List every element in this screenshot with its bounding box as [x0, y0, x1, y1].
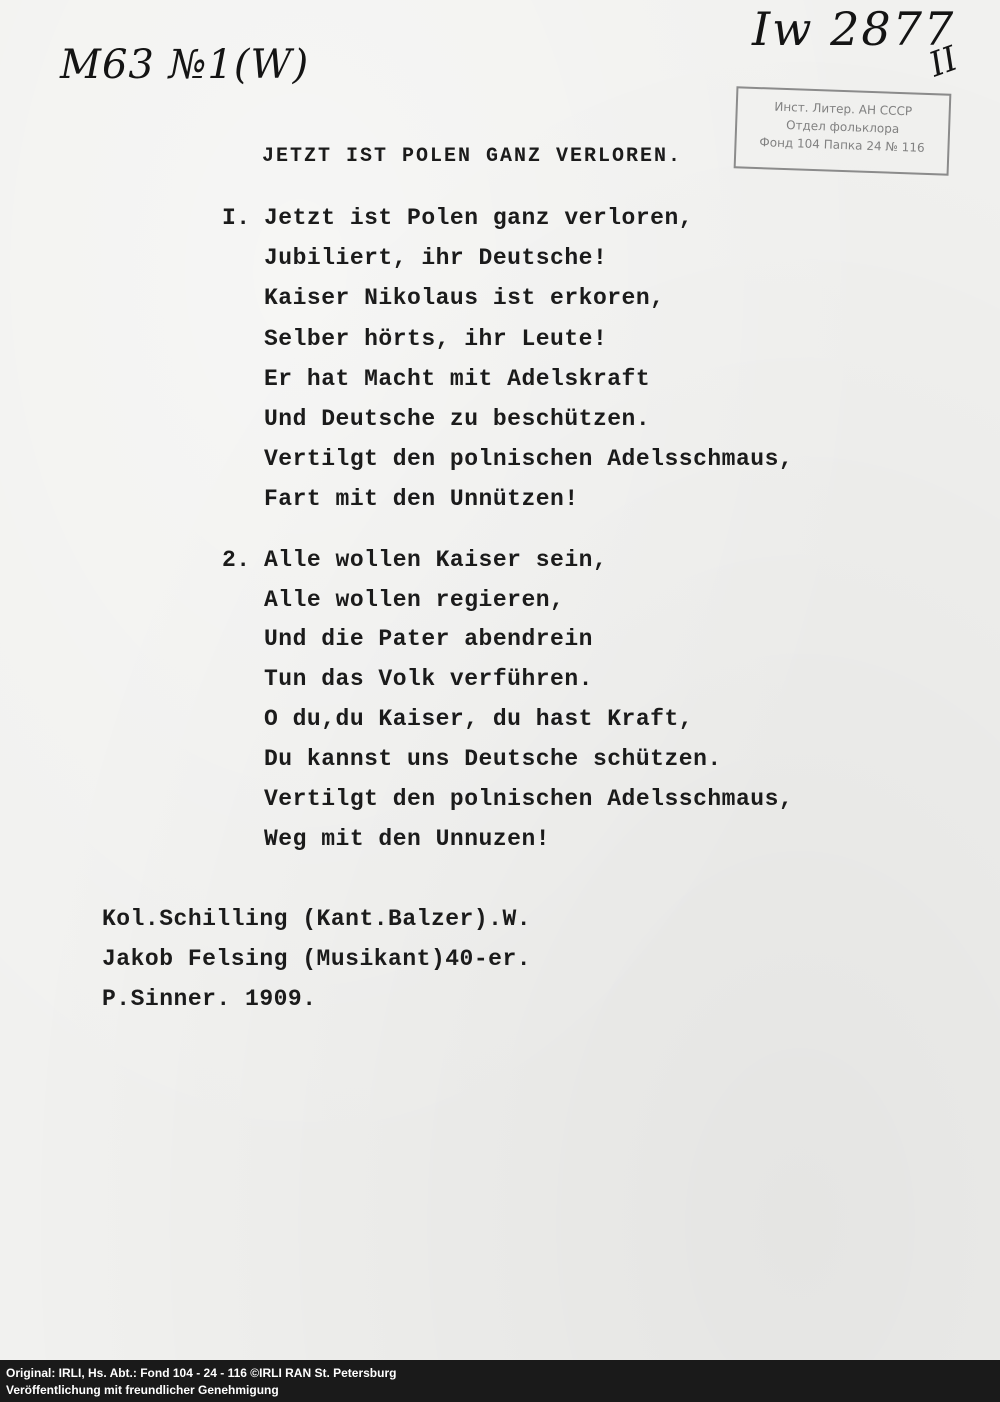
stamp-fond-line: Фонд 104 Папка 24 № 116 [759, 135, 925, 155]
poem-line: O du,du Kaiser, du hast Kraft, [264, 706, 694, 732]
poem-line: Alle wollen Kaiser sein, [264, 547, 608, 573]
poem-line: Tun das Volk verführen. [264, 666, 593, 692]
poem-line: Fart mit den Unnützen! [264, 486, 579, 512]
poem-line: Kaiser Nikolaus ist erkoren, [264, 285, 665, 311]
poem-line: Jubiliert, ihr Deutsche! [264, 245, 608, 271]
poem-line: Jetzt ist Polen ganz verloren, [264, 205, 694, 231]
poem-title: JETZT IST POLEN GANZ VERLOREN. [262, 145, 683, 168]
source-informant: Jakob Felsing (Musikant)40-er. [102, 946, 532, 972]
stamp-department: Отдел фольклора [785, 118, 900, 136]
source-colony: Kol.Schilling (Kant.Balzer).W. [102, 906, 532, 932]
poem-line: Weg mit den Unnuzen! [264, 826, 551, 852]
poem-line: Alle wollen regieren, [264, 587, 565, 613]
handwritten-roman-mark: II [923, 38, 963, 86]
handwritten-inventory-number: Iw 2877 [752, 2, 956, 56]
copyright-footer [0, 1360, 1000, 1402]
stamp-institute: Инст. Литер. АН СССР [774, 99, 913, 119]
stanza-number: 2. [222, 547, 251, 573]
poem-line: Und Deutsche zu beschützen. [264, 406, 651, 432]
footer-source-line: Original: IRLI, Hs. Abt.: Fond 104 - 24 - 116 ©IRLI RAN St. Petersburg [6, 1366, 397, 1380]
poem-line: Vertilgt den polnischen Adelsschmaus, [264, 786, 794, 812]
footer-permission-line: Veröffentlichung mit freundlicher Genehmigung [6, 1383, 279, 1397]
poem-line: Er hat Macht mit Adelskraft [264, 366, 651, 392]
handwritten-archive-mark: M63 №1(W) [60, 42, 310, 88]
archive-stamp [734, 86, 952, 175]
source-collector: P.Sinner. 1909. [102, 986, 317, 1012]
poem-line: Und die Pater abendrein [264, 626, 593, 652]
poem-line: Du kannst uns Deutsche schützen. [264, 746, 722, 772]
stanza-number: I. [222, 205, 251, 231]
poem-line: Vertilgt den polnischen Adelsschmaus, [264, 446, 794, 472]
poem-line: Selber hörts, ihr Leute! [264, 326, 608, 352]
